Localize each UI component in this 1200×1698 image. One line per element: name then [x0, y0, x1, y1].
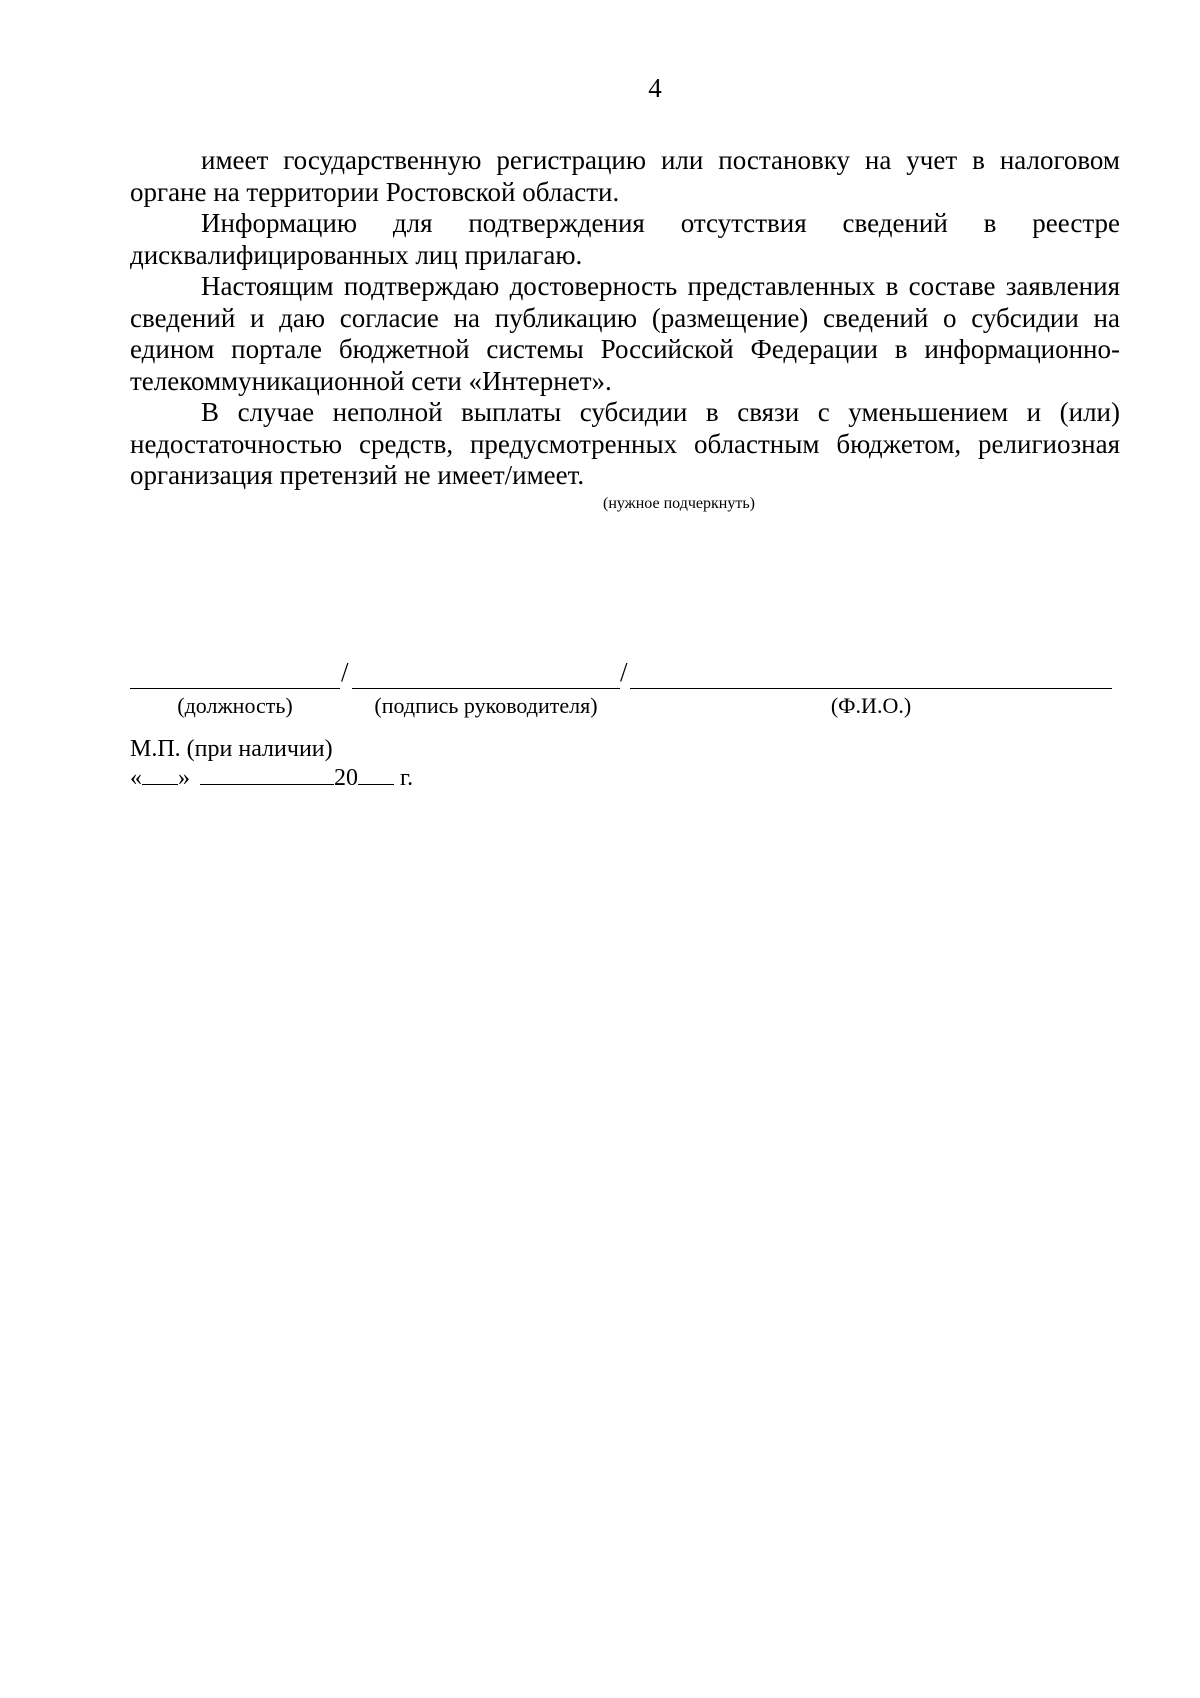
name-caption: (Ф.И.О.): [830, 693, 912, 718]
stamp-note: М.П. (при наличии): [130, 736, 333, 762]
year-suffix: г.: [400, 765, 414, 791]
body-text: [130, 145, 1120, 492]
position-line: [130, 688, 340, 689]
month-blank: [200, 764, 334, 785]
page-number: 4: [648, 73, 662, 103]
date-open-quote: «: [130, 765, 142, 791]
paragraph-disqualified-registry: Информацию для подтверждения отсутствия сведений в реестре дисквалифицированных лиц прилагаю.: [130, 208, 1120, 270]
paragraph-registration: имеет государственную регистрацию или постановку на учет в налоговом органе на территории Ростовской области.: [130, 145, 1120, 207]
position-caption: (должность): [177, 693, 293, 718]
day-blank: [142, 764, 178, 785]
date-close-quote: »: [178, 765, 190, 791]
signature-caption: (подпись руководителя): [374, 693, 598, 718]
paragraph-consent: Настоящим подтверждаю достоверность представленных в составе заявления сведений и даю согласие на публикацию (размещение) сведений о субсидии на едином портале бюджетной системы Российской Федерации в информационно-телекоммуникационной сети «Интернет».: [130, 271, 1120, 396]
underline-hint: (нужное подчеркнуть): [603, 495, 755, 512]
signature-line: [352, 688, 620, 689]
name-line: [630, 688, 1112, 689]
year-blank: [358, 764, 394, 785]
date-line: [130, 764, 413, 792]
year-prefix: 20: [334, 765, 358, 791]
slash-separator: /: [341, 657, 349, 687]
slash-separator: /: [620, 657, 628, 687]
paragraph-incomplete-payment: В случае неполной выплаты субсидии в связи с уменьшением и (или) недостаточностью средств, предусмотренных областным бюджетом, религиозная организация претензий не имеет/имеет.: [130, 397, 1120, 490]
